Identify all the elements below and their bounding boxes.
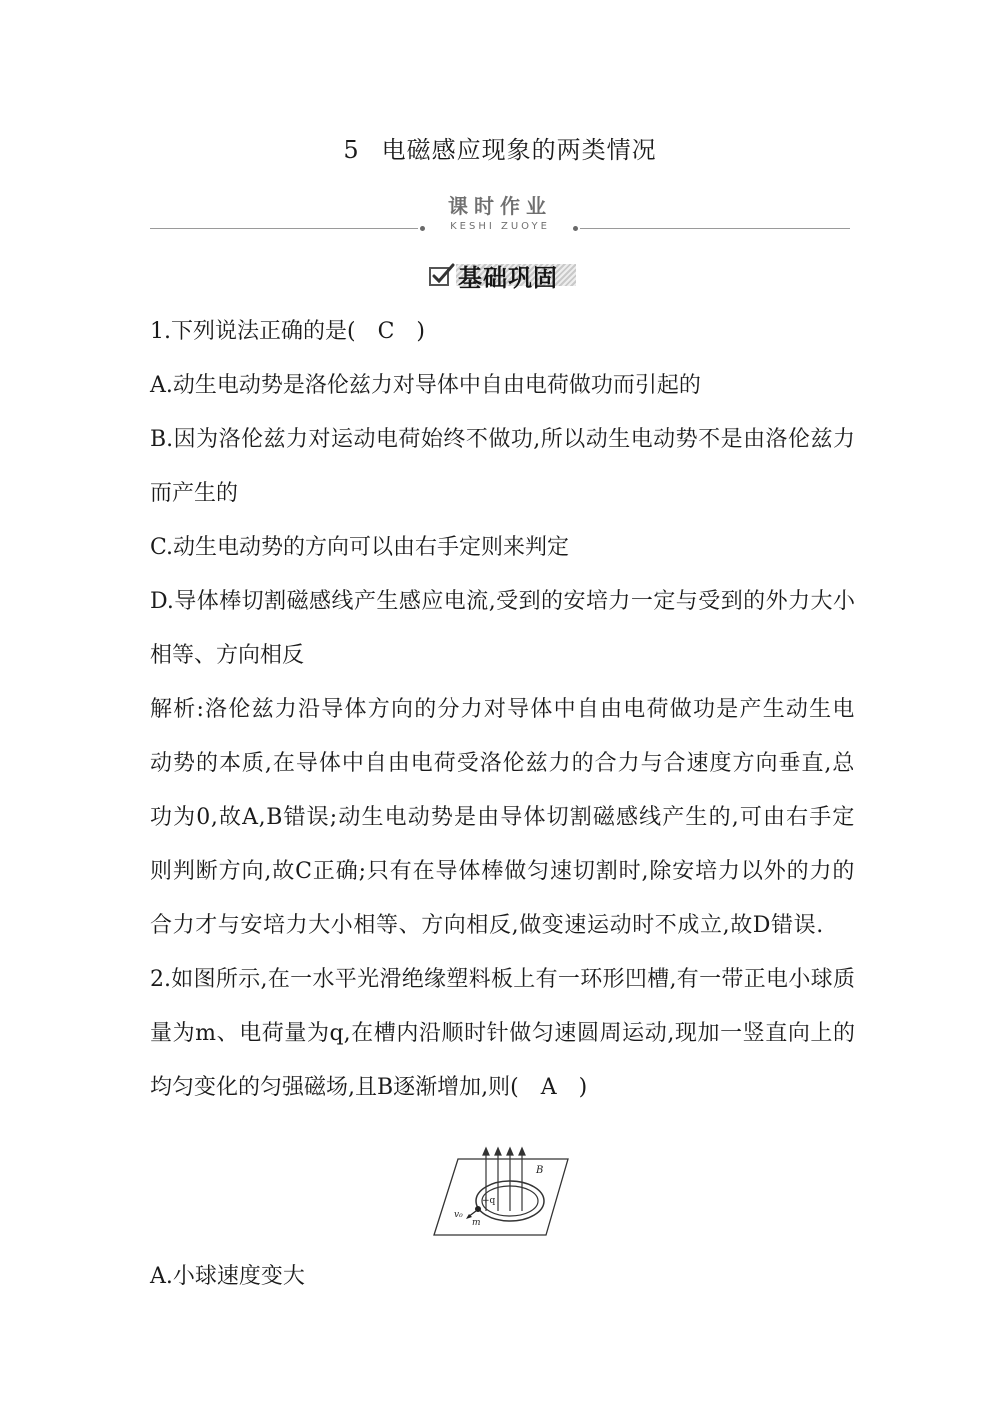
question-1-option-d: D.导体棒切割磁感线产生感应电流,受到的安培力一定与受到的外力大小相等、方向相反 (150, 589, 855, 668)
homework-banner-subtitle: KESHI ZUOYE (450, 221, 550, 232)
label-mass: m (472, 1218, 481, 1228)
field-arrow-icon (519, 1148, 525, 1155)
question-1-stem: 1.下列说法正确的是( C ) (150, 319, 425, 344)
question-1-analysis: 解析:洛伦兹力沿导体方向的分力对导体中自由电荷做功是产生动生电动势的本质,在导体中自由电荷受洛伦兹力的合力与合速度方向垂直,总功为0,故A,B错误;动生电动势是由导体切割磁感线产生的,可由右手定则判断方向,故C正确;只有在导体棒做匀速切割时,除安培力以外的力的合力才与安培力大小相等、方向相反,做变速运动时不成立,故D错误. (150, 697, 855, 938)
section-number: 5 (343, 136, 360, 164)
magnetic-ring-figure (428, 1145, 578, 1243)
section-title: 基础巩固 (458, 264, 558, 292)
question-1-option-b: B.因为洛伦兹力对运动电荷始终不做功,所以动生电动势不是由洛伦兹力而产生的 (150, 427, 855, 506)
section-title: 电磁感应现象的两类情况 (381, 136, 657, 164)
question-1-option-a: A.动生电动势是洛伦兹力对导体中自由电荷做功而引起的 (150, 373, 701, 398)
plastic-plate (434, 1159, 568, 1235)
question-2-stem: 2.如图所示,在一水平光滑绝缘塑料板上有一环形凹槽,有一带正电小球质量为m、电荷量为q,在槽内沿顺时针做匀速圆周运动,现加一竖直向上的均匀变化的匀强磁场,且B逐渐增加,则( A ) (150, 967, 855, 1100)
checkbox-check-icon (428, 262, 456, 288)
homework-banner (150, 190, 850, 240)
question-1-option-c: C.动生电动势的方向可以由右手定则来判定 (150, 535, 570, 560)
question-content (150, 305, 855, 1115)
page-title (0, 130, 1000, 165)
question-2-option-a: A.小球速度变大 (150, 1264, 305, 1289)
field-arrow-icon (495, 1148, 501, 1155)
label-charge: +q (482, 1196, 496, 1206)
label-B: B (536, 1165, 544, 1176)
field-arrow-icon (483, 1148, 489, 1155)
homework-banner-title: 课时作业 (448, 194, 552, 218)
label-velocity: v₀ (454, 1210, 463, 1220)
field-arrow-icon (507, 1148, 513, 1155)
